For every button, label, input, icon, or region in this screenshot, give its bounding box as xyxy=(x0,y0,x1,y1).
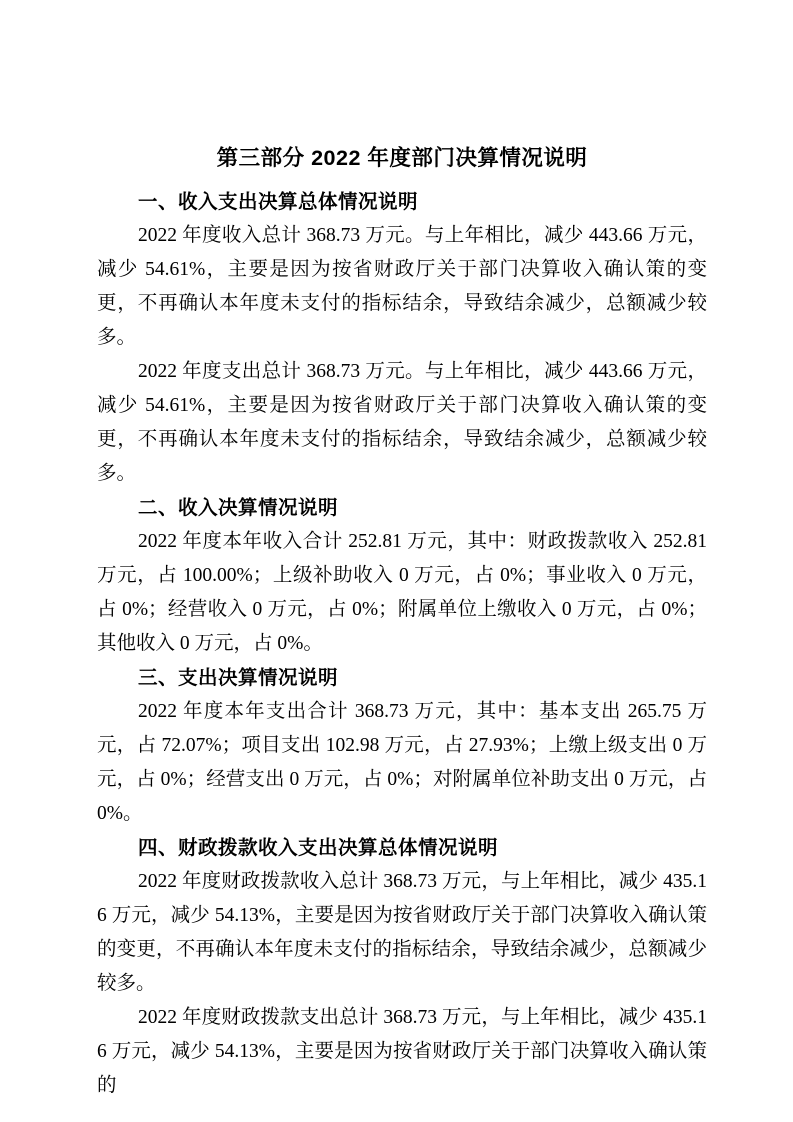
section-heading-income-detail: 二、收入决算情况说明 xyxy=(137,497,338,519)
paragraph-income-detail: 2022 年度本年收入合计 252.81 万元，其中：财政拨款收入 252.81 万元，占 100.00%；上级补助收入 0 万元，占 0%；事业收入 0 万元，占 0%；经营收入 0 万元，占 0%；附属单位上缴收入 0 万元，占 0%；其他收入 0 万元，占 0%。 xyxy=(97,531,707,654)
section-heading-income-expense-overview: 一、收入支出决算总体情况说明 xyxy=(137,191,418,213)
paragraph-income-total: 2022 年度收入总计 368.73 万元。与上年相比，减少 443.66 万元，减少 54.61%，主要是因为按省财政厅关于部门决算收入确认策的变更，不再确认本年度未支付的指标结余，导致结余减少，总额减少较多。 xyxy=(97,225,707,348)
document-title: 第三部分 2022 年度部门决算情况说明 xyxy=(216,146,588,170)
paragraph-fiscal-expense-total: 2022 年度财政拨款支出总计 368.73 万元，与上年相比，减少 435.16 万元，减少 54.13%，主要是因为按省财政厅关于部门决算收入确认策的 xyxy=(97,1007,707,1096)
section-heading-expense-detail: 三、支出决算情况说明 xyxy=(137,667,338,689)
section-heading-fiscal-appropriation-overview: 四、财政拨款收入支出决算总体情况说明 xyxy=(137,837,498,859)
paragraph-expense-total: 2022 年度支出总计 368.73 万元。与上年相比，减少 443.66 万元，减少 54.61%，主要是因为按省财政厅关于部门决算收入确认策的变更，不再确认本年度未支付的指标结余，导致结余减少，总额减少较多。 xyxy=(97,361,707,484)
paragraph-expense-detail: 2022 年度本年支出合计 368.73 万元，其中：基本支出 265.75 万元，占 72.07%；项目支出 102.98 万元，占 27.93%；上缴上级支出 0 万元，占 0%；经营支出 0 万元，占 0%；对附属单位补助支出 0 万元，占 0%。 xyxy=(97,701,707,824)
paragraph-fiscal-income-total: 2022 年度财政拨款收入总计 368.73 万元，与上年相比，减少 435.16 万元，减少 54.13%，主要是因为按省财政厅关于部门决算收入确认策的变更，不再确认本年度未支付的指标结余，导致结余减少，总额减少较多。 xyxy=(97,871,707,994)
